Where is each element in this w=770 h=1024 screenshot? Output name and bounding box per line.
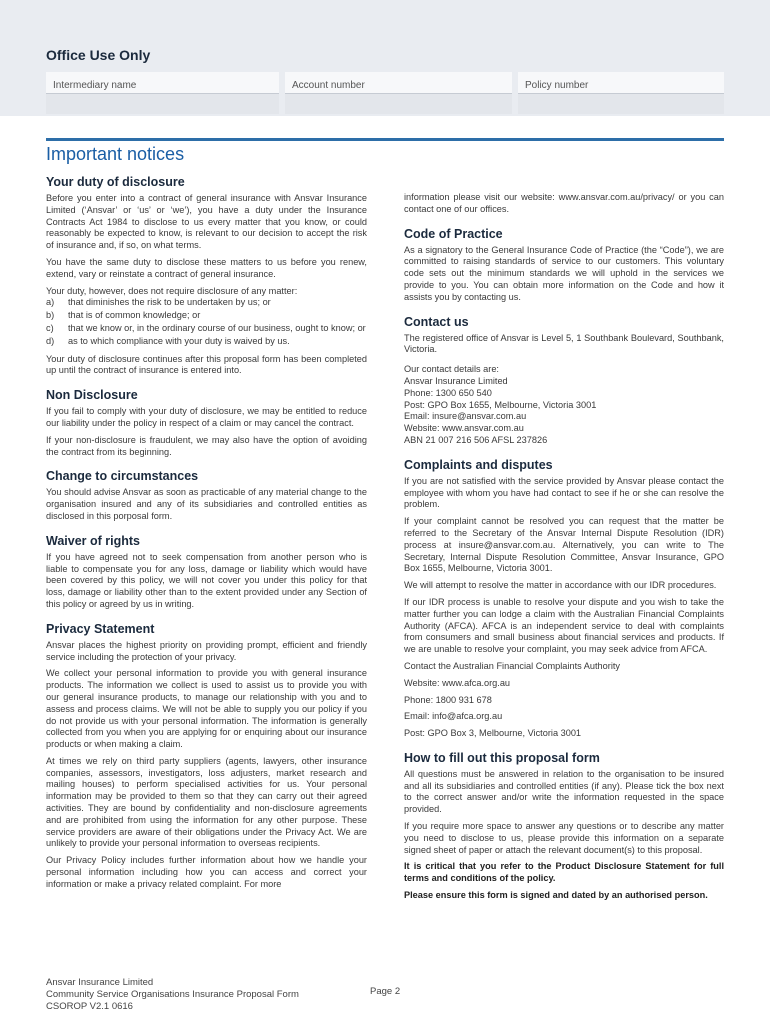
list-text: that diminishes the risk to be undertaken by us; or — [68, 297, 271, 308]
list-item — [46, 336, 367, 348]
complaints-heading: Complaints and disputes — [404, 457, 553, 472]
intermediary-name-input[interactable] — [46, 94, 279, 114]
left-column — [46, 175, 367, 896]
privacy-paragraph: Our Privacy Policy includes further information about how we handle your personal information including how you can access and correct your information or make a privacy related complaint. For more — [46, 855, 367, 889]
list-item — [46, 297, 367, 309]
footer-form-code: CSOROP V2.1 0616 — [46, 1001, 133, 1012]
howto-heading: How to fill out this proposal form — [404, 750, 600, 765]
code-paragraph: As a signatory to the General Insurance Code of Practice (the “Code”), we are committed to raising standards of service to our customers. This voluntary code sets out the minimum standards we will uphold in the services we provide to you. You can obtain more information on the Code and how it assists you by contacting us. — [404, 244, 724, 302]
footer-form-name: Community Service Organisations Insurance Proposal Form — [46, 989, 299, 1000]
account-number-label: Account number — [292, 80, 365, 91]
footer-company: Ansvar Insurance Limited — [46, 977, 154, 988]
list-marker: b) — [46, 310, 55, 321]
office-use-title: Office Use Only — [46, 47, 151, 63]
duty-paragraph: Your duty, however, does not require disclosure of any matter: — [46, 285, 298, 296]
waiver-paragraph: If you have agreed not to seek compensation from another person who is liable to compensate you for any loss, damage or liability which would have been covered by this policy, we will not cover you under this policy for that loss, damage or liability other than to the extent provided under any Section of this policy or agreed by us in writing. — [46, 551, 367, 609]
privacy-paragraph-continued: information please visit our website: www.ansvar.com.au/privacy/ or you can contact one of our offices. — [404, 192, 724, 214]
howto-pds-notice: It is critical that you refer to the Product Disclosure Statement for full terms and conditions of the policy. — [404, 861, 724, 884]
privacy-paragraph: Ansvar places the highest priority on providing prompt, efficient and friendly service including the protection of your privacy. — [46, 639, 367, 662]
policy-number-label: Policy number — [525, 80, 589, 91]
account-number-field[interactable] — [285, 72, 512, 114]
page-title: Important notices — [46, 144, 185, 164]
contact-line: Phone: 1300 650 540 — [404, 387, 492, 398]
non-disclosure-heading: Non Disclosure — [46, 388, 138, 403]
duty-paragraph: Before you enter into a contract of general insurance with Ansvar Insurance Limited (‘Ansvar’ or ‘us’ or ‘we’), you have a duty under the Insurance Contracts Act 1984 to disclose to us every matter that you know, or could reasonably be expected to know, is relevant to our decision to accept the risk of insurance and, if so, on what terms. — [46, 193, 367, 251]
change-paragraph: You should advise Ansvar as soon as practicable of any material change to the organisation insured and any of its subsidiaries and controlled entities as disclosed in this porposal form. — [46, 487, 367, 521]
howto-paragraph: All questions must be answered in relation to the organisation to be insured and all its subsidiaries and controlled entities (if any). Please tick the box next to the correct answer and/or write the information requested in the space provided. — [404, 768, 724, 815]
intermediary-name-label: Intermediary name — [53, 80, 137, 91]
page-number: Page 2 — [370, 986, 401, 997]
policy-number-field[interactable] — [518, 72, 724, 114]
list-item — [46, 323, 367, 335]
intermediary-name-field[interactable] — [46, 72, 279, 114]
complaints-paragraph: We will attempt to resolve the matter in accordance with our IDR procedures. — [404, 580, 717, 591]
list-text: as to which compliance with your duty is waived by us. — [68, 335, 290, 346]
contact-email[interactable]: Email: insure@ansvar.com.au — [404, 411, 527, 422]
afca-phone: Phone: 1800 931 678 — [404, 694, 492, 705]
list-marker: d) — [46, 335, 55, 346]
howto-paragraph: If you require more space to answer any questions or to describe any matter you need to disclose to us, please provide this information on a separate signed sheet of paper or attach the relevant document(s) to this proposal. — [404, 821, 724, 855]
contact-paragraph: The registered office of Ansvar is Level 5, 1 Southbank Boulevard, Southbank, Victoria. — [404, 332, 724, 355]
contact-line: Our contact details are: — [404, 364, 499, 375]
list-text: that is of common knowledge; or — [68, 310, 201, 321]
complaints-paragraph: If your complaint cannot be resolved you can request that the matter be referred to the Secretary of the Ansvar Internal Dispute Resolution (IDR) process at insure@ansvar.com.au. Alternatively, you can write to The Secretary, Internal Dispute Resolution Committee, Ansvar Insurance, GPO Box 1655, Melbourne, Victoria 3001. — [404, 516, 724, 574]
waiver-heading: Waiver of rights — [46, 533, 140, 548]
account-number-input[interactable] — [285, 94, 512, 114]
footer — [46, 977, 299, 1013]
contact-line: Ansvar Insurance Limited — [404, 375, 508, 386]
complaints-paragraph: Contact the Australian Financial Complaints Authority — [404, 660, 621, 671]
privacy-paragraph: We collect your personal information to provide you with general insurance products. The information we collect is used to assist us to provide you with our general insurance products, to manage our relationship with you and to assess and process claims. We will not be able to supply you our policy if you do not provide us with your personal information. The information is generally collected from you when you are applying for or enquiring about our insurance products or when making a claim. — [46, 668, 367, 750]
heading-rule — [46, 138, 724, 141]
list-marker: a) — [46, 297, 55, 308]
non-disclosure-paragraph: If you fail to comply with your duty of disclosure, we may be entitled to reduce our liability under the policy in respect of a claim or may cancel the contract. — [46, 406, 367, 428]
complaints-paragraph: If our IDR process is unable to resolve your dispute and you wish to take the matter further you can lodge a claim with the Australian Financial Complaints Authority (AFCA). AFCA is an independent service to deal with complaints from consumers and small business about financial services and products. If we are unable to resolve your complaint, you may seek advice from AFCA. — [404, 596, 724, 655]
non-disclosure-paragraph: If your non-disclosure is fraudulent, we may also have the option of avoiding the contract from its beginning. — [46, 434, 367, 457]
list-marker: c) — [46, 322, 54, 333]
right-column — [404, 192, 724, 907]
list-text: that we know or, in the ordinary course of our business, ought to know; or — [68, 322, 366, 333]
afca-email[interactable]: Email: info@afca.org.au — [404, 711, 503, 722]
howto-signature-notice: Please ensure this form is signed and dated by an authorised person. — [404, 890, 708, 901]
privacy-heading: Privacy Statement — [46, 621, 155, 636]
duty-paragraph: Your duty of disclosure continues after this proposal form has been completed up until the contract of insurance is entered into. — [46, 353, 367, 376]
contact-line: ABN 21 007 216 506 AFSL 237826 — [404, 434, 548, 445]
change-heading: Change to circumstances — [46, 469, 199, 484]
office-use-fields — [46, 72, 724, 114]
contact-line: Post: GPO Box 1655, Melbourne, Victoria 3001 — [404, 399, 597, 410]
code-heading: Code of Practice — [404, 226, 503, 241]
privacy-paragraph: At times we rely on third party suppliers (agents, lawyers, other insurance companies, assessors, investigators, loss adjusters, market research and mailing houses) to perform specialised activities for us. Your personal information may be provided to them so that they can carry out their agreed activities. They are bound by confidentiality and non-disclosure agreements and are prohibited from using the information for any other purpose. These service providers are aware of their obligations under the Privacy Act. We are unlikely to provide your personal information to overseas recipients. — [46, 755, 367, 849]
duty-paragraph: You have the same duty to disclose these matters to us before you renew, extend, vary or reinstate a contract of general insurance. — [46, 256, 367, 279]
list-item — [46, 310, 367, 322]
afca-website[interactable]: Website: www.afca.org.au — [404, 677, 511, 688]
duty-heading: Your duty of disclosure — [46, 175, 185, 189]
contact-heading: Contact us — [404, 314, 469, 329]
afca-post: Post: GPO Box 3, Melbourne, Victoria 3001 — [404, 728, 582, 739]
complaints-paragraph: If you are not satisfied with the service provided by Ansvar please contact the employee with whom you have had contact to see if he or she can resolve the problem. — [404, 475, 724, 510]
contact-website[interactable]: Website: www.ansvar.com.au — [404, 423, 524, 434]
policy-number-input[interactable] — [518, 94, 724, 114]
